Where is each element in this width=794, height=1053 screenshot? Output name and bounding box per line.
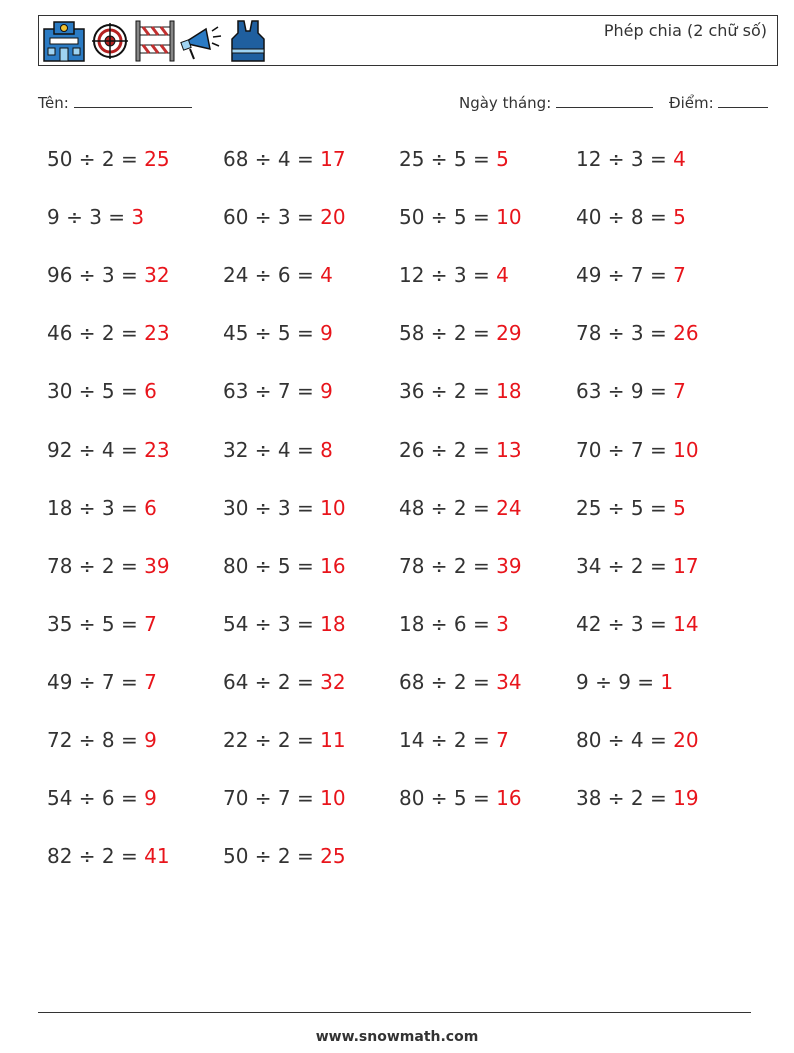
- problem-question: 58 ÷ 2 =: [399, 321, 497, 346]
- problem-answer: 7: [496, 728, 509, 752]
- name-label: Tên:: [38, 94, 69, 112]
- problem-question: 68 ÷ 2 =: [399, 669, 497, 694]
- name-field: [38, 93, 192, 112]
- problem-answer: 16: [496, 786, 522, 811]
- name-blank[interactable]: [74, 93, 192, 108]
- problem-question: 25 ÷ 5 =: [576, 495, 674, 520]
- problem-question: 78 ÷ 2 =: [399, 553, 497, 578]
- problem-question: 12 ÷ 3 =: [576, 147, 674, 171]
- problem-question: 54 ÷ 6 =: [47, 786, 145, 811]
- date-field: [459, 93, 653, 112]
- road-barrier-icon: [134, 19, 176, 63]
- problem-answer: 34: [496, 669, 522, 694]
- problem-answer: 13: [496, 437, 522, 462]
- problem-item: [399, 786, 522, 810]
- problem-question: 64 ÷ 2 =: [223, 669, 321, 694]
- worksheet-title: Phép chia (2 chữ số): [603, 21, 767, 40]
- problem-answer: 20: [320, 205, 346, 230]
- problem-question: 36 ÷ 2 =: [399, 379, 497, 404]
- problem-item: [399, 612, 509, 636]
- problem-question: 9 ÷ 9 =: [576, 669, 661, 694]
- header-icons: [42, 19, 268, 64]
- problem-item: [223, 379, 333, 403]
- problem-item: [399, 496, 522, 520]
- problem-question: 50 ÷ 2 =: [47, 147, 145, 171]
- problem-item: [576, 728, 699, 752]
- problem-answer: 14: [673, 611, 699, 636]
- problem-answer: 7: [144, 669, 157, 694]
- problem-answer: 17: [673, 553, 699, 578]
- problem-answer: 25: [144, 147, 170, 171]
- problem-answer: 16: [320, 553, 346, 578]
- problem-question: 72 ÷ 8 =: [47, 728, 145, 752]
- problem-answer: 4: [320, 263, 333, 288]
- problem-item: [576, 496, 686, 520]
- problem-answer: 7: [673, 379, 686, 404]
- police-station-icon: [42, 19, 86, 63]
- problem-answer: 9: [320, 321, 333, 346]
- problem-item: [399, 263, 509, 287]
- problem-item: [576, 612, 699, 636]
- problem-answer: 10: [673, 437, 699, 462]
- problem-question: 46 ÷ 2 =: [47, 321, 145, 346]
- problem-question: 78 ÷ 2 =: [47, 553, 145, 578]
- problem-answer: 9: [144, 786, 157, 811]
- problem-answer: 39: [496, 553, 522, 578]
- footer-divider: [38, 1012, 751, 1013]
- problem-question: 54 ÷ 3 =: [223, 611, 321, 636]
- problem-question: 45 ÷ 5 =: [223, 321, 321, 346]
- problem-answer: 1: [660, 669, 674, 694]
- problem-item: [47, 496, 157, 520]
- date-blank[interactable]: [556, 93, 653, 108]
- problem-answer: 18: [496, 379, 522, 404]
- problem-item: [399, 147, 509, 171]
- problem-answer: 10: [320, 786, 346, 811]
- problem-answer: 3: [496, 611, 509, 636]
- problem-answer: 6: [144, 379, 157, 404]
- problem-item: [399, 379, 522, 403]
- problem-item: [576, 263, 686, 287]
- problem-item: [223, 554, 346, 578]
- problem-answer: 32: [144, 263, 170, 288]
- problem-answer: 39: [144, 553, 170, 578]
- problem-item: [576, 786, 699, 810]
- problem-question: 35 ÷ 5 =: [47, 611, 145, 636]
- problem-answer: 8: [320, 437, 333, 462]
- problem-answer: 11: [320, 728, 346, 752]
- problem-question: 70 ÷ 7 =: [223, 786, 321, 811]
- problem-answer: 29: [496, 321, 522, 346]
- problem-answer: 3: [131, 205, 145, 230]
- problem-item: [47, 438, 170, 462]
- date-label: Ngày tháng:: [459, 94, 552, 112]
- problem-item: [47, 670, 157, 694]
- problem-question: 49 ÷ 7 =: [47, 669, 145, 694]
- problem-answer: 19: [673, 786, 699, 811]
- score-field: [669, 93, 768, 112]
- problem-item: [223, 496, 346, 520]
- problem-item: [399, 554, 522, 578]
- problem-item: [399, 321, 522, 345]
- problem-item: [223, 205, 346, 229]
- problem-question: 63 ÷ 9 =: [576, 379, 674, 404]
- problem-answer: 5: [673, 495, 686, 520]
- problem-item: [223, 728, 346, 752]
- problem-item: [576, 670, 673, 694]
- footer-url: www.snowmath.com: [315, 1029, 479, 1045]
- worksheet-header: [38, 15, 778, 66]
- problem-question: 34 ÷ 2 =: [576, 553, 674, 578]
- problem-item: [223, 786, 346, 810]
- problem-item: [47, 844, 170, 868]
- problem-question: 50 ÷ 2 =: [223, 844, 321, 869]
- problem-item: [223, 844, 346, 868]
- problem-question: 80 ÷ 4 =: [576, 728, 674, 752]
- problem-item: [223, 321, 333, 345]
- problem-question: 80 ÷ 5 =: [223, 553, 321, 578]
- problem-item: [576, 438, 699, 462]
- score-label: Điểm:: [669, 94, 714, 112]
- problem-answer: 23: [144, 437, 170, 462]
- score-blank[interactable]: [718, 93, 768, 108]
- problem-question: 12 ÷ 3 =: [399, 263, 497, 288]
- problem-answer: 32: [320, 669, 346, 694]
- problem-question: 92 ÷ 4 =: [47, 437, 145, 462]
- problem-question: 18 ÷ 6 =: [399, 611, 497, 636]
- problem-answer: 10: [496, 205, 522, 230]
- problem-answer: 7: [144, 611, 157, 636]
- target-icon: [90, 19, 130, 63]
- problem-item: [47, 147, 170, 171]
- problem-item: [47, 379, 157, 403]
- problem-answer: 5: [673, 205, 686, 230]
- problem-item: [223, 612, 346, 636]
- problem-question: 9 ÷ 3 =: [47, 205, 132, 230]
- problem-answer: 7: [673, 263, 686, 288]
- problem-question: 22 ÷ 2 =: [223, 728, 321, 752]
- problem-question: 48 ÷ 2 =: [399, 495, 497, 520]
- problem-item: [47, 205, 144, 229]
- problem-question: 80 ÷ 5 =: [399, 786, 497, 811]
- problem-question: 49 ÷ 7 =: [576, 263, 674, 288]
- problem-question: 14 ÷ 2 =: [399, 728, 497, 752]
- problem-answer: 25: [320, 844, 346, 869]
- problem-item: [223, 147, 346, 171]
- problem-answer: 9: [144, 728, 157, 752]
- problem-question: 50 ÷ 5 =: [399, 205, 497, 230]
- problem-question: 40 ÷ 8 =: [576, 205, 674, 230]
- problem-item: [223, 438, 333, 462]
- problem-answer: 41: [144, 844, 170, 869]
- problem-question: 63 ÷ 7 =: [223, 379, 321, 404]
- problem-item: [576, 554, 699, 578]
- problem-item: [223, 263, 333, 287]
- problem-question: 82 ÷ 2 =: [47, 844, 145, 869]
- problem-question: 32 ÷ 4 =: [223, 437, 321, 462]
- problem-item: [399, 728, 509, 752]
- problem-answer: 9: [320, 379, 333, 404]
- problem-item: [576, 147, 686, 171]
- problem-question: 60 ÷ 3 =: [223, 205, 321, 230]
- problem-answer: 4: [496, 263, 509, 288]
- problem-answer: 10: [320, 495, 346, 520]
- problem-answer: 4: [673, 147, 686, 171]
- problem-question: 68 ÷ 4 =: [223, 147, 321, 171]
- problem-item: [399, 670, 522, 694]
- problem-question: 30 ÷ 3 =: [223, 495, 321, 520]
- problem-item: [47, 612, 157, 636]
- problem-item: [399, 205, 522, 229]
- problem-question: 70 ÷ 7 =: [576, 437, 674, 462]
- problem-answer: 18: [320, 611, 346, 636]
- problem-question: 96 ÷ 3 =: [47, 263, 145, 288]
- problem-answer: 17: [320, 147, 346, 171]
- problem-question: 38 ÷ 2 =: [576, 786, 674, 811]
- problem-question: 26 ÷ 2 =: [399, 437, 497, 462]
- problem-answer: 6: [144, 495, 157, 520]
- problem-item: [223, 670, 346, 694]
- problem-item: [399, 438, 522, 462]
- megaphone-icon: [180, 19, 224, 63]
- problem-question: 30 ÷ 5 =: [47, 379, 145, 404]
- problem-answer: 26: [673, 321, 699, 346]
- problem-item: [576, 321, 699, 345]
- problem-question: 18 ÷ 3 =: [47, 495, 145, 520]
- problem-item: [47, 786, 157, 810]
- problem-question: 25 ÷ 5 =: [399, 147, 497, 171]
- problem-answer: 24: [496, 495, 522, 520]
- problem-item: [576, 379, 686, 403]
- problem-question: 24 ÷ 6 =: [223, 263, 321, 288]
- problem-answer: 5: [496, 147, 509, 171]
- problem-item: [47, 554, 170, 578]
- problem-answer: 23: [144, 321, 170, 346]
- problem-item: [47, 728, 157, 752]
- problem-question: 78 ÷ 3 =: [576, 321, 674, 346]
- problem-item: [576, 205, 686, 229]
- police-vest-icon: [228, 19, 268, 63]
- problem-item: [47, 263, 170, 287]
- problem-question: 42 ÷ 3 =: [576, 611, 674, 636]
- problem-item: [47, 321, 170, 345]
- problem-answer: 20: [673, 728, 699, 752]
